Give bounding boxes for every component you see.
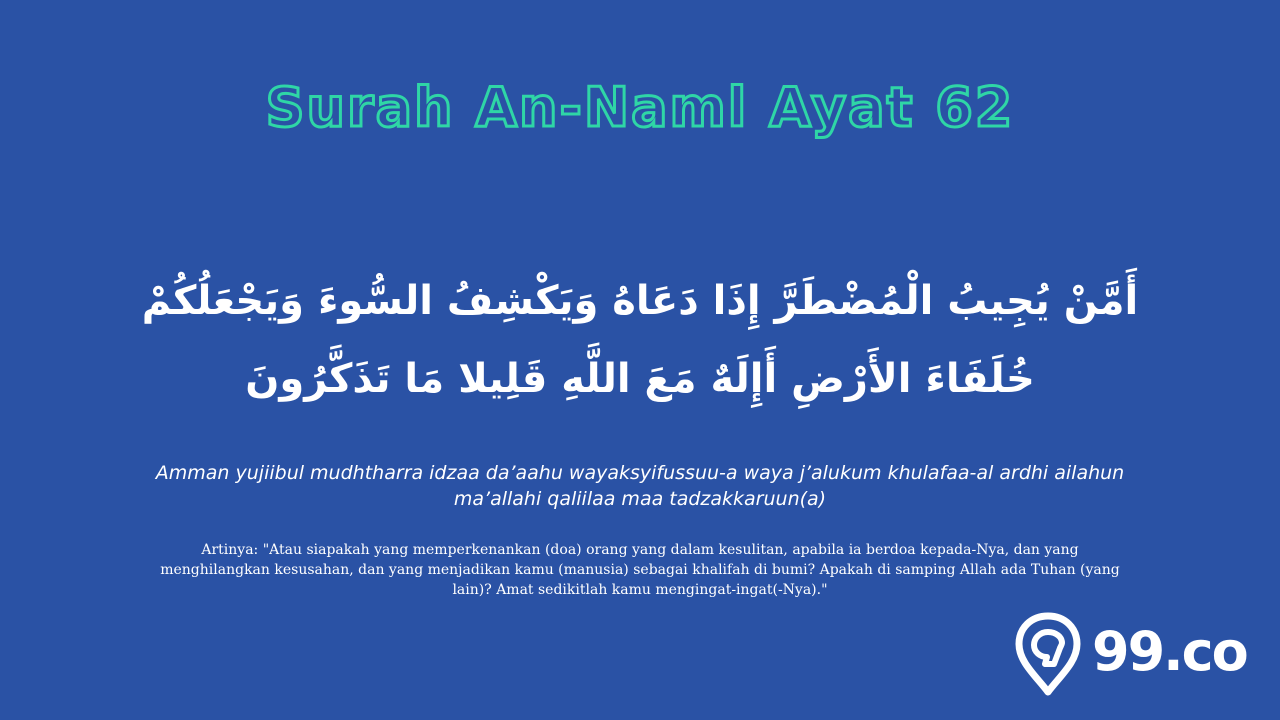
brand-name: 99.co <box>1092 620 1247 683</box>
brand-logo <box>1014 612 1247 696</box>
transliteration-text: Amman yujiibul mudhtharra idzaa da’aahu wayaksyifussuu-a waya j’alukum khulafaa-al ardhi ailahun ma’allahi qaliilaa maa tadzakkaruun(a) <box>155 462 1125 510</box>
translation-text: Artinya: "Atau siapakah yang memperkenankan (doa) orang yang dalam kesulitan, apabila ia berdoa kepada-Nya, dan yang menghilangkan kesusahan, dan yang menjadikan kamu (manusia) sebagai khalifah di bumi? Apakah di samping Allah ada Tuhan (yang lain)? Amat sedikitlah kamu mengingat-ingat(-Nya)." <box>160 542 1120 598</box>
arabic-verse: أَمَّنْ يُجِيبُ الْمُضْطَرَّ إِذَا دَعَاهُ وَيَكْشِفُ السُّوءَ وَيَجْعَلُكُمْ خُلَفَاءَ الأَرْضِ أَإِلَهٌ مَعَ اللَّهِ قَلِيلا مَا تَذَكَّرُونَ <box>141 278 1139 402</box>
location-pin-icon <box>1014 612 1082 696</box>
page-title: Surah An-Naml Ayat 62 <box>265 76 1015 139</box>
